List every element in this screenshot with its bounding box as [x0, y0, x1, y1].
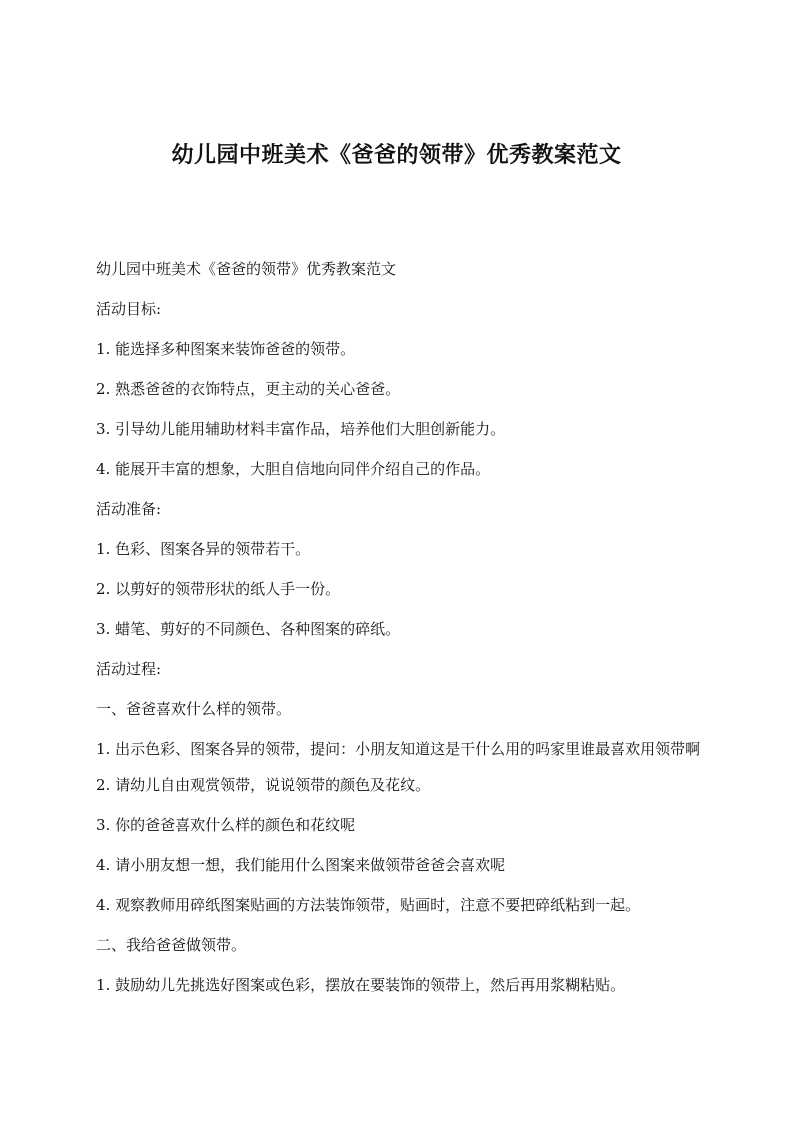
- body-heading: 幼儿园中班美术《爸爸的领带》优秀教案范文: [96, 260, 397, 278]
- subsection-heading: 二、我给爸爸做领带。: [96, 936, 247, 954]
- list-item: 2. 请幼儿自由观赏领带，说说领带的颜色及花纹。: [96, 776, 431, 794]
- list-item: 1. 色彩、图案各异的领带若干。: [96, 540, 311, 558]
- list-item: 4. 能展开丰富的想象，大胆自信地向同伴介绍自己的作品。: [96, 460, 491, 478]
- document-body: [96, 258, 716, 1014]
- section-label-goals: 活动目标:: [96, 300, 162, 318]
- subsection-heading: 一、爸爸喜欢什么样的领带。: [96, 700, 292, 718]
- document-title: 幼儿园中班美术《爸爸的领带》优秀教案范文: [171, 143, 622, 168]
- section-label-preparation: 活动准备:: [96, 500, 162, 518]
- list-item: 1. 能选择多种图案来装饰爸爸的领带。: [96, 340, 356, 358]
- section-label-process: 活动过程:: [96, 660, 162, 678]
- list-item: 1. 鼓励幼儿先挑选好图案或色彩，摆放在要装饰的领带上，然后再用浆糊粘贴。: [96, 976, 626, 994]
- list-item: 2. 熟悉爸爸的衣饰特点，更主动的关心爸爸。: [96, 380, 401, 398]
- list-item: 3. 引导幼儿能用辅助材料丰富作品，培养他们大胆创新能力。: [96, 420, 506, 438]
- list-item: 2. 以剪好的领带形状的纸人手一份。: [96, 580, 341, 598]
- list-item: 3. 你的爸爸喜欢什么样的颜色和花纹呢: [96, 816, 356, 834]
- list-item: 1. 出示色彩、图案各异的领带，提问：小朋友知道这是干什么用的吗家里谁最喜欢用领带啊: [96, 740, 701, 758]
- list-item: 4. 请小朋友想一想，我们能用什么图案来做领带爸爸会喜欢呢: [96, 856, 506, 874]
- list-item: 4. 观察教师用碎纸图案贴画的方法装饰领带，贴画时，注意不要把碎纸粘到一起。: [96, 896, 641, 914]
- list-item: 3. 蜡笔、剪好的不同颜色、各种图案的碎纸。: [96, 620, 401, 638]
